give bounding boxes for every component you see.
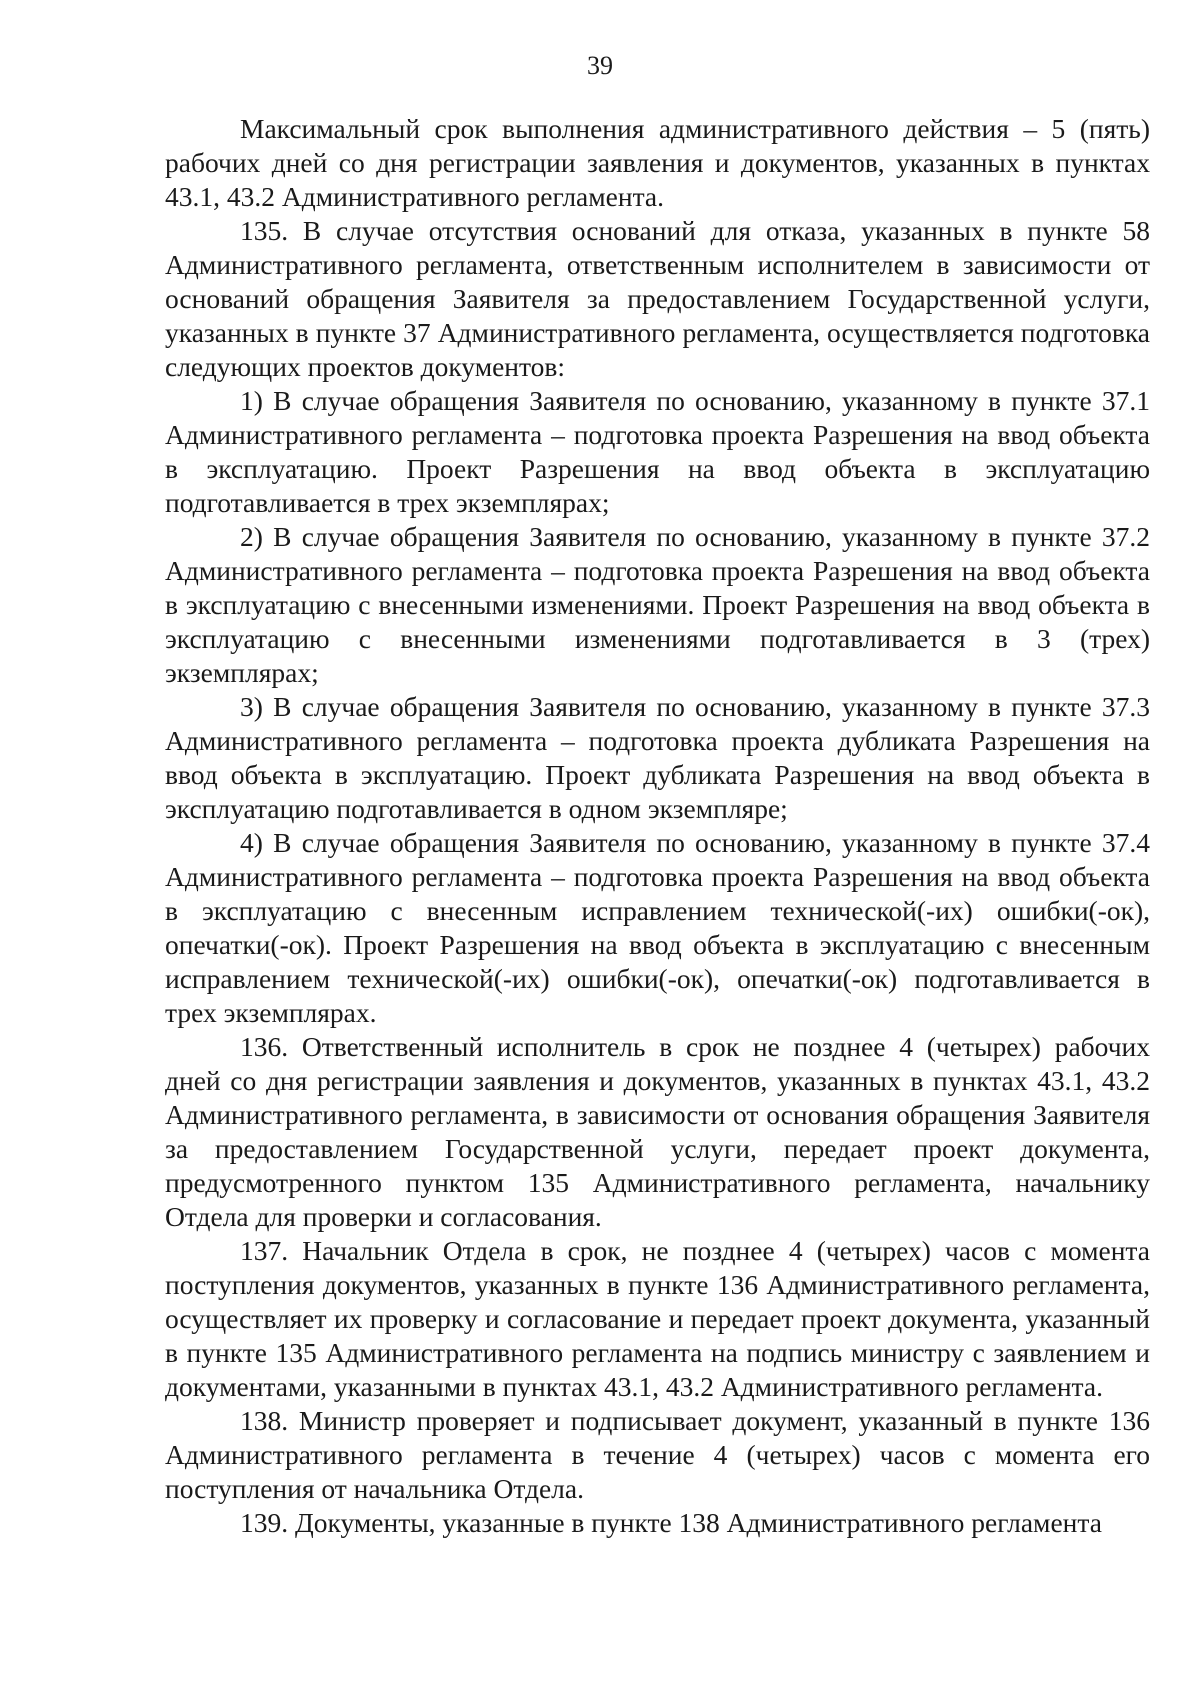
paragraph-135: 135. В случае отсутствия оснований для отказа, указанных в пункте 58 Административного регламента, ответственным исполнителем в зависимости от оснований обращения Заявителя за предоставлением Государственной услуги, указанных в пункте 37 Административного регламента, осуществляется подготовка следующих проектов документов: (165, 215, 1150, 382)
paragraph-139: 139. Документы, указанные в пункте 138 Административного регламента (240, 1507, 1102, 1538)
paragraph-135-item-3: 3) В случае обращения Заявителя по основанию, указанному в пункте 37.3 Административного регламента – подготовка проекта дубликата Разрешения на ввод объекта в эксплуатацию. Проект дубликата Разрешения на ввод объекта в эксплуатацию подготавливается в одном экземпляре; (165, 691, 1150, 824)
paragraph-deadline: Максимальный срок выполнения административного действия – 5 (пять) рабочих дней со дня регистрации заявления и документов, указанных в пунктах 43.1, 43.2 Административного регламента. (165, 113, 1150, 212)
paragraph-137: 137. Начальник Отдела в срок, не позднее 4 (четырех) часов с момента поступления документов, указанных в пункте 136 Административного регламента, осуществляет их проверку и согласование и передает проект документа, указанный в пункте 135 Административного регламента на подпись министру с заявлением и документами, указанными в пунктах 43.1, 43.2 Административного регламента. (165, 1235, 1150, 1402)
page-number: 39 (587, 51, 613, 80)
paragraph-135-item-2: 2) В случае обращения Заявителя по основанию, указанному в пункте 37.2 Административного регламента – подготовка проекта Разрешения на ввод объекта в эксплуатацию с внесенными изменениями. Проект Разрешения на ввод объекта в эксплуатацию с внесенными изменениями подготавливается в 3 (трех) экземплярах; (165, 521, 1150, 688)
paragraph-138: 138. Министр проверяет и подписывает документ, указанный в пункте 136 Административного регламента в течение 4 (четырех) часов с момента его поступления от начальника Отдела. (165, 1405, 1150, 1504)
paragraph-135-item-1: 1) В случае обращения Заявителя по основанию, указанному в пункте 37.1 Административного регламента – подготовка проекта Разрешения на ввод объекта в эксплуатацию. Проект Разрешения на ввод объекта в эксплуатацию подготавливается в трех экземплярах; (165, 385, 1150, 518)
document-body (165, 112, 1150, 1540)
paragraph-135-item-4: 4) В случае обращения Заявителя по основанию, указанному в пункте 37.4 Административного регламента – подготовка проекта Разрешения на ввод объекта в эксплуатацию с внесенным исправлением технической(-их) ошибки(-ок), опечатки(-ок). Проект Разрешения на ввод объекта в эксплуатацию с внесенным исправлением технической(-их) ошибки(-ок), опечатки(-ок) подготавливается в трех экземплярах. (165, 827, 1150, 1028)
paragraph-136: 136. Ответственный исполнитель в срок не позднее 4 (четырех) рабочих дней со дня регистрации заявления и документов, указанных в пунктах 43.1, 43.2 Административного регламента, в зависимости от основания обращения Заявителя за предоставлением Государственной услуги, передает проект документа, предусмотренного пунктом 135 Административного регламента, начальнику Отдела для проверки и согласования. (165, 1031, 1150, 1232)
